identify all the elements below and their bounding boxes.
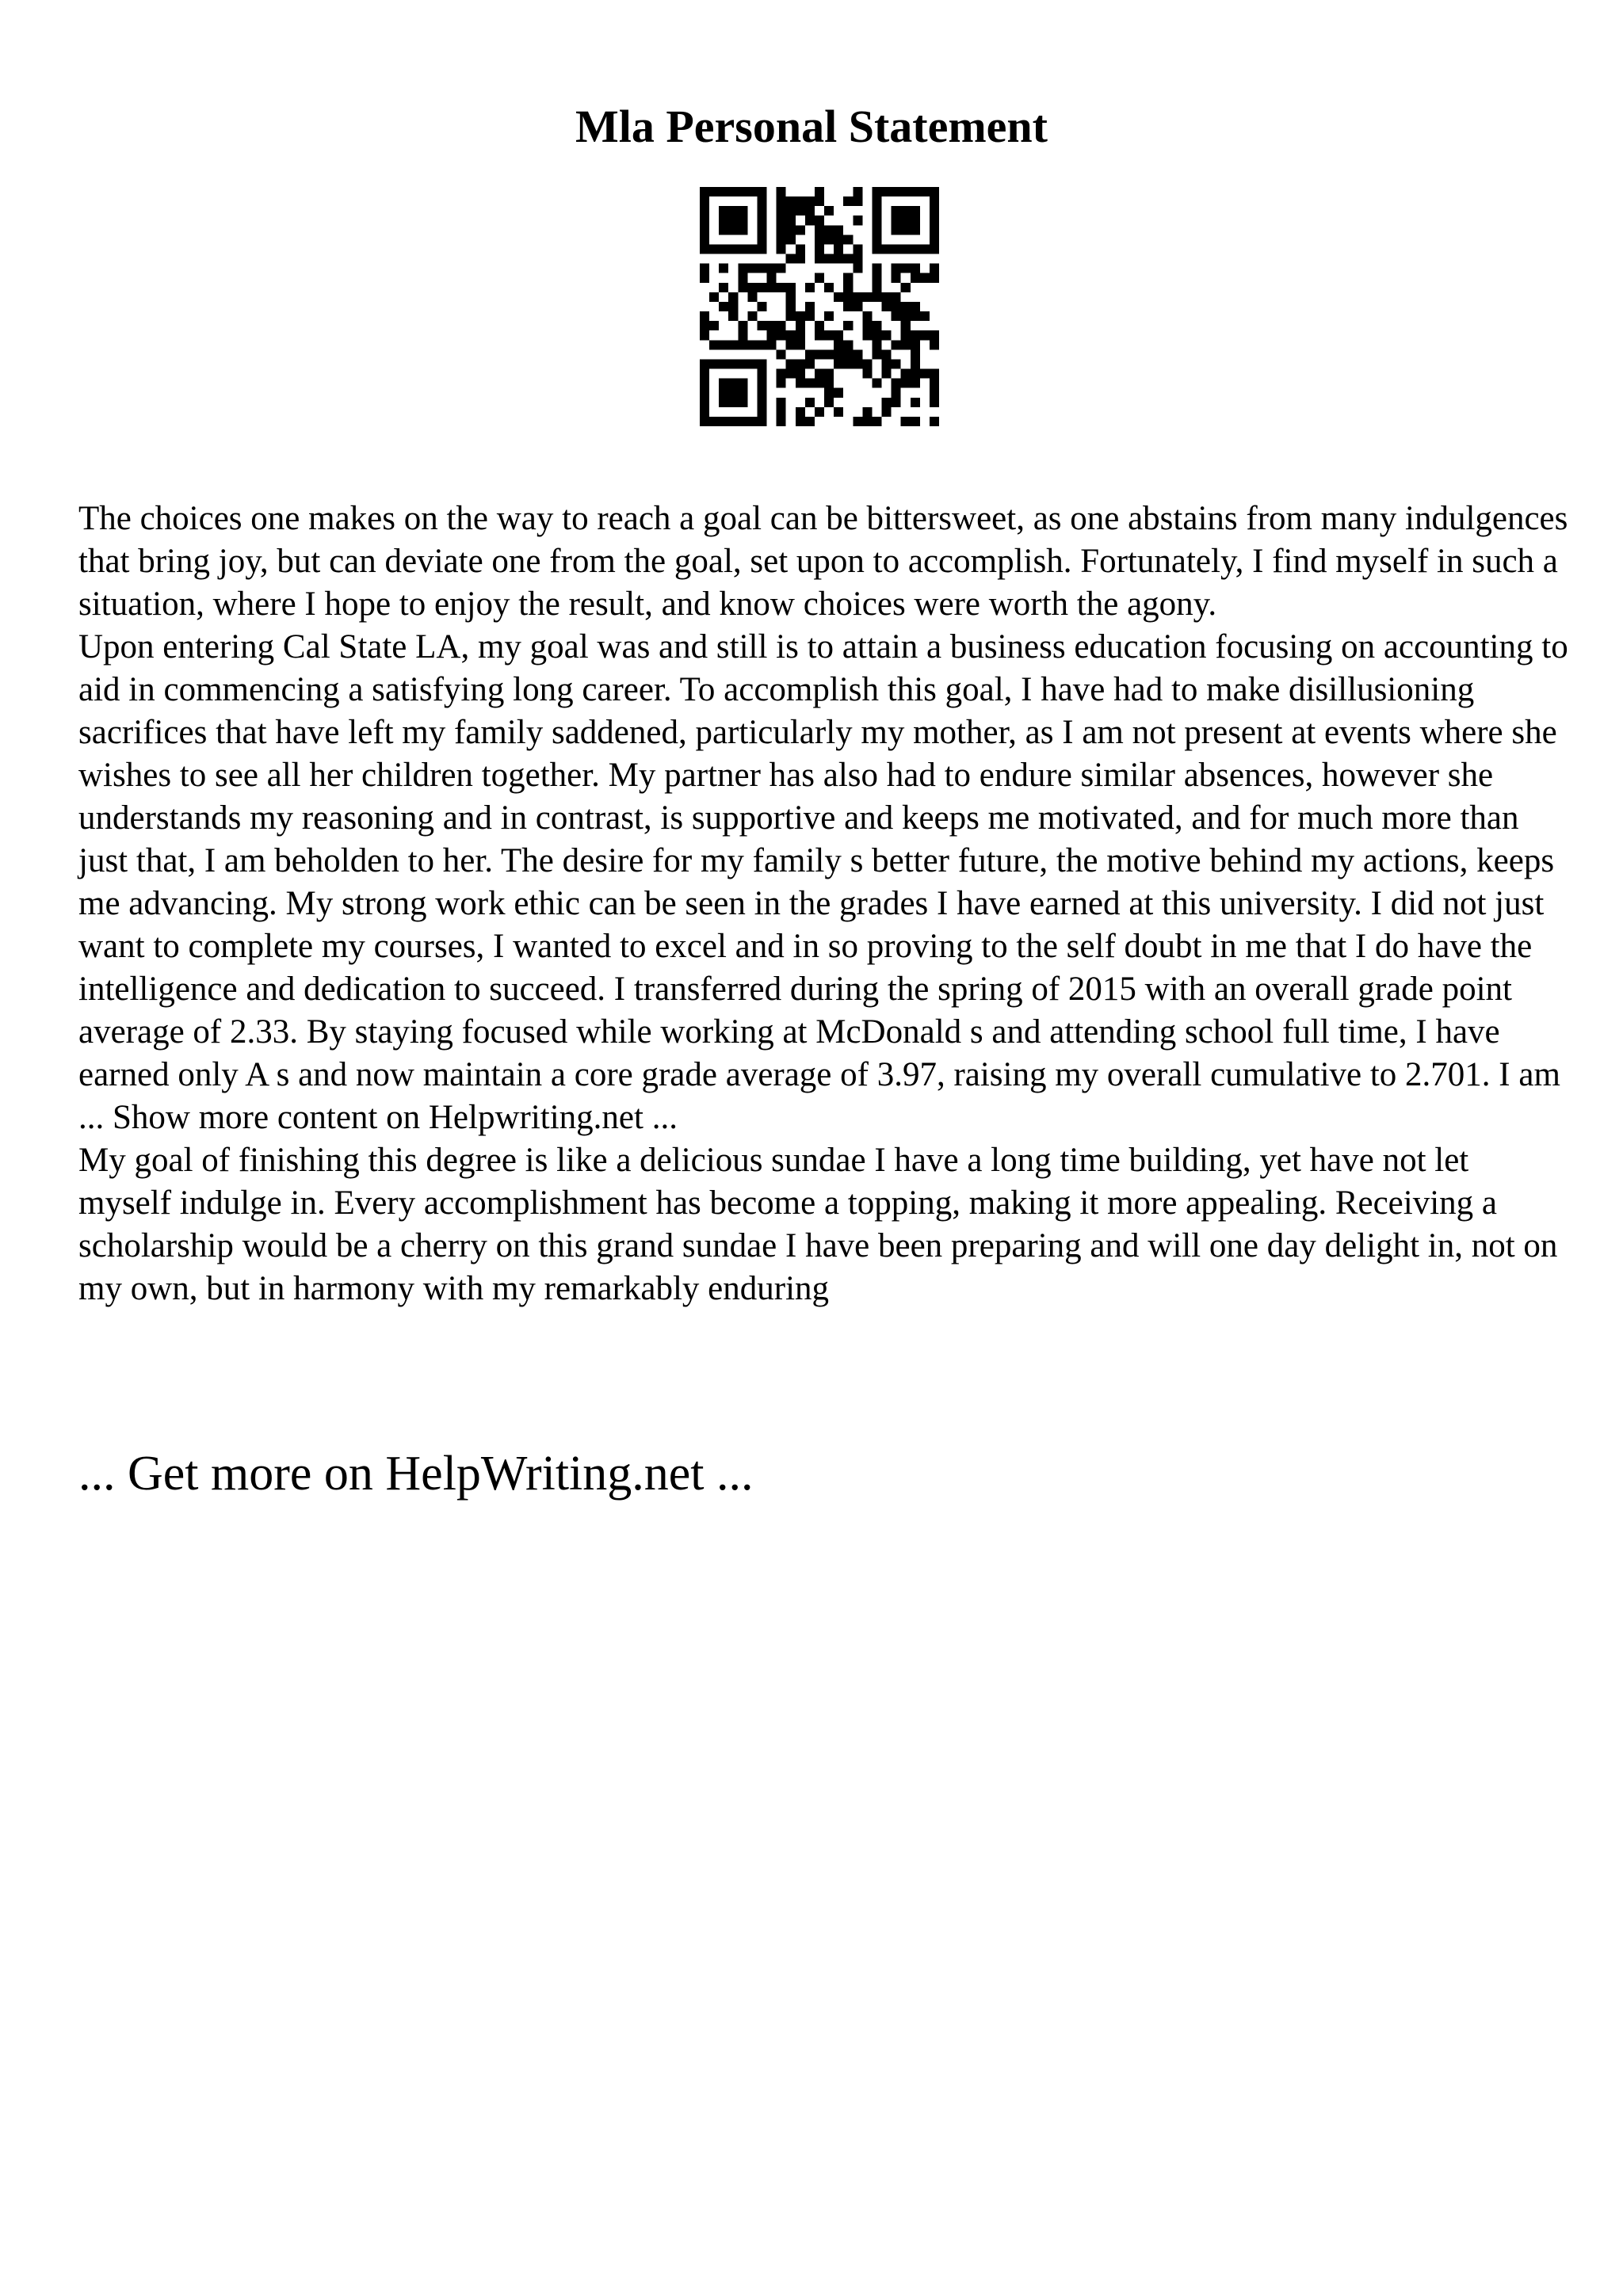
- qr-module: [777, 225, 786, 235]
- qr-module: [777, 244, 786, 254]
- qr-module: [862, 292, 872, 302]
- qr-module: [862, 417, 872, 426]
- paragraph-3: My goal of finishing this degree is like a delicious sundae I have a long time building, yet have not let myself indulge in. Every accomplishment has become a topping, making it more appealing. Receiving a scholarship would be a cherry on this grand sundae I have been preparing and will one day delight in, not on my own, but in harmony with my remarkably enduring: [78, 1142, 1558, 1307]
- qr-module: [777, 196, 786, 206]
- qr-module: [920, 330, 930, 340]
- qr-module: [815, 235, 824, 244]
- qr-module: [747, 340, 757, 349]
- qr-module: [834, 292, 843, 302]
- qr-module: [757, 302, 766, 311]
- qr-module: [901, 417, 911, 426]
- qr-module: [892, 398, 901, 407]
- qr-module: [882, 349, 892, 359]
- qr-module: [757, 264, 766, 273]
- qr-module: [777, 264, 786, 273]
- qr-module: [911, 302, 920, 311]
- qr-module: [719, 206, 747, 235]
- qr-module: [796, 330, 805, 340]
- qr-module: [824, 330, 834, 340]
- qr-module: [796, 311, 805, 321]
- qr-module: [911, 379, 920, 388]
- get-more-link[interactable]: ... Get more on HelpWriting.net ...: [78, 1447, 754, 1501]
- qr-module: [805, 283, 815, 292]
- qr-module: [872, 321, 881, 330]
- qr-module: [738, 264, 747, 273]
- qr-module: [843, 321, 853, 330]
- qr-module: [920, 311, 930, 321]
- qr-module: [786, 196, 796, 206]
- qr-module: [824, 398, 834, 407]
- qr-module: [777, 349, 786, 359]
- qr-module: [815, 244, 824, 254]
- document-body: [78, 498, 1568, 1310]
- qr-module: [882, 292, 892, 302]
- qr-module: [815, 379, 824, 388]
- qr-module: [843, 302, 853, 311]
- qr-module: [815, 254, 824, 264]
- qr-module: [853, 187, 862, 196]
- qr-module: [738, 321, 747, 330]
- page-title: Mla Personal Statement: [575, 101, 1048, 152]
- qr-module: [805, 359, 815, 368]
- qr-module: [796, 321, 805, 330]
- paragraph-2: Upon entering Cal State LA, my goal was and still is to attain a business education focusing on accounting to aid in commencing a satisfying long career. To accomplish this goal, I have had to make disillusioning sacrifices that have left my family saddened, particularly my mother, as I am not present at events where she wishes to see all her children together. My partner has also had to endure similar absences, however she understands my reasoning and in contrast, is supportive and keeps me motivated, and for much more than just that, I am beholden to her. The desire for my family s better future, the motive behind my actions, keeps me advancing. My strong work ethic can be seen in the grades I have earned at this university. I did not just want to complete my courses, I wanted to excel and in so proving to the self doubt in me that I do have the intelligence and dedication to succeed. I transferred during the spring of 2015 with an overall grade point average of 2.33. By staying focused while working at McDonald s and attending school full time, I have earned only A s and now maintain a core grade average of 3.97, raising my overall cumulative to 2.701. I am ... Show more content on Helpwriting.net ...: [78, 628, 1568, 1136]
- qr-module: [892, 206, 920, 235]
- qr-module: [872, 379, 881, 388]
- qr-module: [853, 359, 862, 368]
- qr-module: [777, 417, 786, 426]
- qr-module: [843, 196, 853, 206]
- qr-module: [892, 388, 901, 398]
- qr-module: [805, 302, 815, 311]
- qr-module: [728, 292, 738, 302]
- qr-module: [901, 321, 911, 330]
- qr-module: [882, 407, 892, 417]
- qr-module: [815, 321, 824, 330]
- qr-module: [911, 264, 920, 273]
- qr-module: [872, 264, 881, 273]
- qr-module: [796, 340, 805, 349]
- qr-module: [862, 330, 872, 340]
- qr-module: [796, 359, 805, 368]
- qr-module: [824, 349, 834, 359]
- qr-module: [786, 254, 796, 264]
- qr-module: [853, 254, 862, 264]
- qr-module: [892, 292, 901, 302]
- qr-module: [824, 388, 834, 398]
- qr-module: [853, 292, 862, 302]
- qr-module: [786, 340, 796, 349]
- qr-module: [920, 369, 930, 379]
- qr-module: [843, 292, 853, 302]
- qr-module: [824, 206, 834, 215]
- qr-module: [843, 273, 853, 283]
- qr-module: [805, 398, 815, 407]
- qr-module: [796, 254, 805, 264]
- qr-module: [796, 379, 805, 388]
- qr-module: [853, 196, 862, 206]
- qr-module: [815, 330, 824, 340]
- qr-module: [777, 407, 786, 417]
- qr-module: [805, 311, 815, 321]
- qr-module: [815, 407, 824, 417]
- qr-module: [862, 311, 872, 321]
- qr-code-icon: [700, 187, 939, 426]
- qr-module: [747, 292, 757, 302]
- qr-module: [728, 302, 738, 311]
- qr-module: [747, 283, 757, 292]
- qr-module: [834, 235, 843, 244]
- qr-module: [777, 369, 786, 379]
- qr-module: [786, 292, 796, 302]
- qr-module: [872, 273, 881, 283]
- qr-module: [824, 283, 834, 292]
- qr-module: [834, 388, 843, 398]
- qr-module: [786, 215, 796, 225]
- qr-module: [777, 187, 786, 196]
- qr-module: [853, 417, 862, 426]
- qr-module: [882, 359, 892, 368]
- qr-module: [882, 302, 892, 311]
- qr-module: [834, 407, 843, 417]
- qr-module: [901, 369, 911, 379]
- qr-module: [777, 398, 786, 407]
- qr-module: [862, 359, 872, 368]
- qr-module: [709, 321, 719, 330]
- qr-module: [930, 340, 939, 349]
- qr-module: [796, 417, 805, 426]
- qr-module: [872, 283, 881, 292]
- qr-module: [815, 349, 824, 359]
- qr-module: [930, 417, 939, 426]
- qr-module: [930, 388, 939, 398]
- qr-module: [757, 340, 766, 349]
- qr-module: [777, 206, 786, 215]
- qr-module: [843, 283, 853, 292]
- qr-module: [834, 225, 843, 235]
- qr-module: [777, 330, 786, 340]
- qr-module: [930, 369, 939, 379]
- qr-module: [700, 321, 709, 330]
- qr-module: [911, 359, 920, 368]
- qr-module: [853, 244, 862, 254]
- qr-module: [843, 340, 853, 349]
- qr-module: [872, 349, 881, 359]
- qr-module: [892, 340, 901, 349]
- qr-module: [834, 359, 843, 368]
- qr-module: [911, 273, 920, 283]
- qr-module: [719, 264, 728, 273]
- qr-module: [882, 398, 892, 407]
- qr-module: [728, 311, 738, 321]
- qr-module: [892, 302, 901, 311]
- qr-module: [901, 330, 911, 340]
- qr-module: [911, 311, 920, 321]
- qr-module: [796, 407, 805, 417]
- qr-module: [786, 369, 796, 379]
- qr-module: [843, 235, 853, 244]
- qr-module: [824, 379, 834, 388]
- qr-module: [901, 283, 911, 292]
- qr-module: [824, 235, 834, 244]
- qr-module: [719, 340, 728, 349]
- qr-module: [911, 340, 920, 349]
- qr-module: [824, 225, 834, 235]
- qr-module: [747, 311, 757, 321]
- qr-module: [911, 417, 920, 426]
- qr-module: [786, 225, 796, 235]
- qr-module: [834, 349, 843, 359]
- qr-module: [796, 244, 805, 254]
- qr-module: [853, 264, 862, 273]
- qr-module: [892, 379, 901, 388]
- qr-module: [862, 369, 872, 379]
- qr-module: [728, 340, 738, 349]
- qr-module: [930, 273, 939, 283]
- qr-module: [767, 273, 777, 283]
- qr-module: [892, 264, 901, 273]
- qr-module: [882, 369, 892, 379]
- qr-module: [777, 215, 786, 225]
- qr-module: [796, 225, 805, 235]
- qr-module: [805, 206, 815, 215]
- qr-module: [892, 359, 901, 368]
- qr-module: [777, 321, 786, 330]
- qr-module: [786, 330, 796, 340]
- qr-module: [901, 264, 911, 273]
- qr-module: [892, 311, 901, 321]
- qr-module: [796, 206, 805, 215]
- qr-module: [930, 398, 939, 407]
- qr-module: [757, 321, 766, 330]
- qr-module: [815, 369, 824, 379]
- qr-module: [786, 235, 796, 244]
- qr-module: [719, 302, 728, 311]
- qr-module: [911, 398, 920, 407]
- qr-module: [901, 379, 911, 388]
- qr-module: [786, 359, 796, 368]
- qr-module: [815, 273, 824, 283]
- qr-module: [786, 206, 796, 215]
- qr-module: [892, 273, 901, 283]
- qr-module: [853, 215, 862, 225]
- qr-module: [930, 264, 939, 273]
- qr-module: [719, 283, 728, 292]
- qr-module: [796, 369, 805, 379]
- qr-module: [805, 379, 815, 388]
- qr-module: [901, 340, 911, 349]
- qr-module: [777, 235, 786, 244]
- qr-module: [834, 254, 843, 264]
- qr-module: [738, 283, 747, 292]
- qr-module: [747, 264, 757, 273]
- qr-module: [700, 273, 709, 283]
- qr-module: [738, 340, 747, 349]
- qr-module: [872, 292, 881, 302]
- qr-module: [767, 330, 777, 340]
- qr-module: [700, 311, 709, 321]
- qr-module: [834, 244, 843, 254]
- qr-module: [709, 292, 719, 302]
- qr-module: [930, 330, 939, 340]
- qr-module: [862, 407, 872, 417]
- qr-module: [786, 283, 796, 292]
- qr-module: [834, 340, 843, 349]
- qr-module: [815, 215, 824, 225]
- qr-module: [911, 369, 920, 379]
- qr-module: [901, 302, 911, 311]
- qr-module: [786, 311, 796, 321]
- qr-module: [815, 196, 824, 206]
- qr-module: [719, 379, 747, 407]
- qr-module: [815, 225, 824, 235]
- qr-module: [757, 283, 766, 292]
- qr-module: [843, 254, 853, 264]
- qr-module: [738, 273, 747, 283]
- qr-module: [767, 264, 777, 273]
- qr-module: [834, 330, 843, 340]
- qr-module: [805, 349, 815, 359]
- qr-module: [824, 311, 834, 321]
- qr-module: [824, 254, 834, 264]
- qr-module: [853, 302, 862, 311]
- qr-module: [709, 340, 719, 349]
- qr-module: [872, 340, 881, 349]
- qr-module: [843, 349, 853, 359]
- qr-module: [911, 330, 920, 340]
- qr-module: [777, 283, 786, 292]
- qr-module: [911, 349, 920, 359]
- qr-module: [700, 264, 709, 273]
- qr-module: [853, 349, 862, 359]
- qr-module: [796, 196, 805, 206]
- qr-module: [843, 359, 853, 368]
- qr-module: [805, 215, 815, 225]
- qr-module: [862, 321, 872, 330]
- paragraph-1: The choices one makes on the way to reach a goal can be bittersweet, as one abstains from many indulgences that bring joy, but can deviate one from the goal, set upon to accomplish. Fortunately, I find myself in such a situation, where I hope to enjoy the result, and know choices were worth the agony.: [78, 500, 1568, 623]
- qr-module: [872, 417, 881, 426]
- qr-module: [872, 330, 881, 340]
- qr-module: [767, 283, 777, 292]
- qr-module: [815, 187, 824, 196]
- qr-module: [767, 321, 777, 330]
- qr-module: [805, 417, 815, 426]
- qr-module: [738, 330, 747, 340]
- qr-module: [767, 340, 777, 349]
- qr-module: [920, 273, 930, 283]
- qr-module: [805, 196, 815, 206]
- qr-module: [824, 369, 834, 379]
- qr-module: [777, 379, 786, 388]
- qr-module: [901, 311, 911, 321]
- qr-module: [786, 302, 796, 311]
- qr-module: [930, 379, 939, 388]
- qr-module: [882, 330, 892, 340]
- qr-module: [700, 330, 709, 340]
